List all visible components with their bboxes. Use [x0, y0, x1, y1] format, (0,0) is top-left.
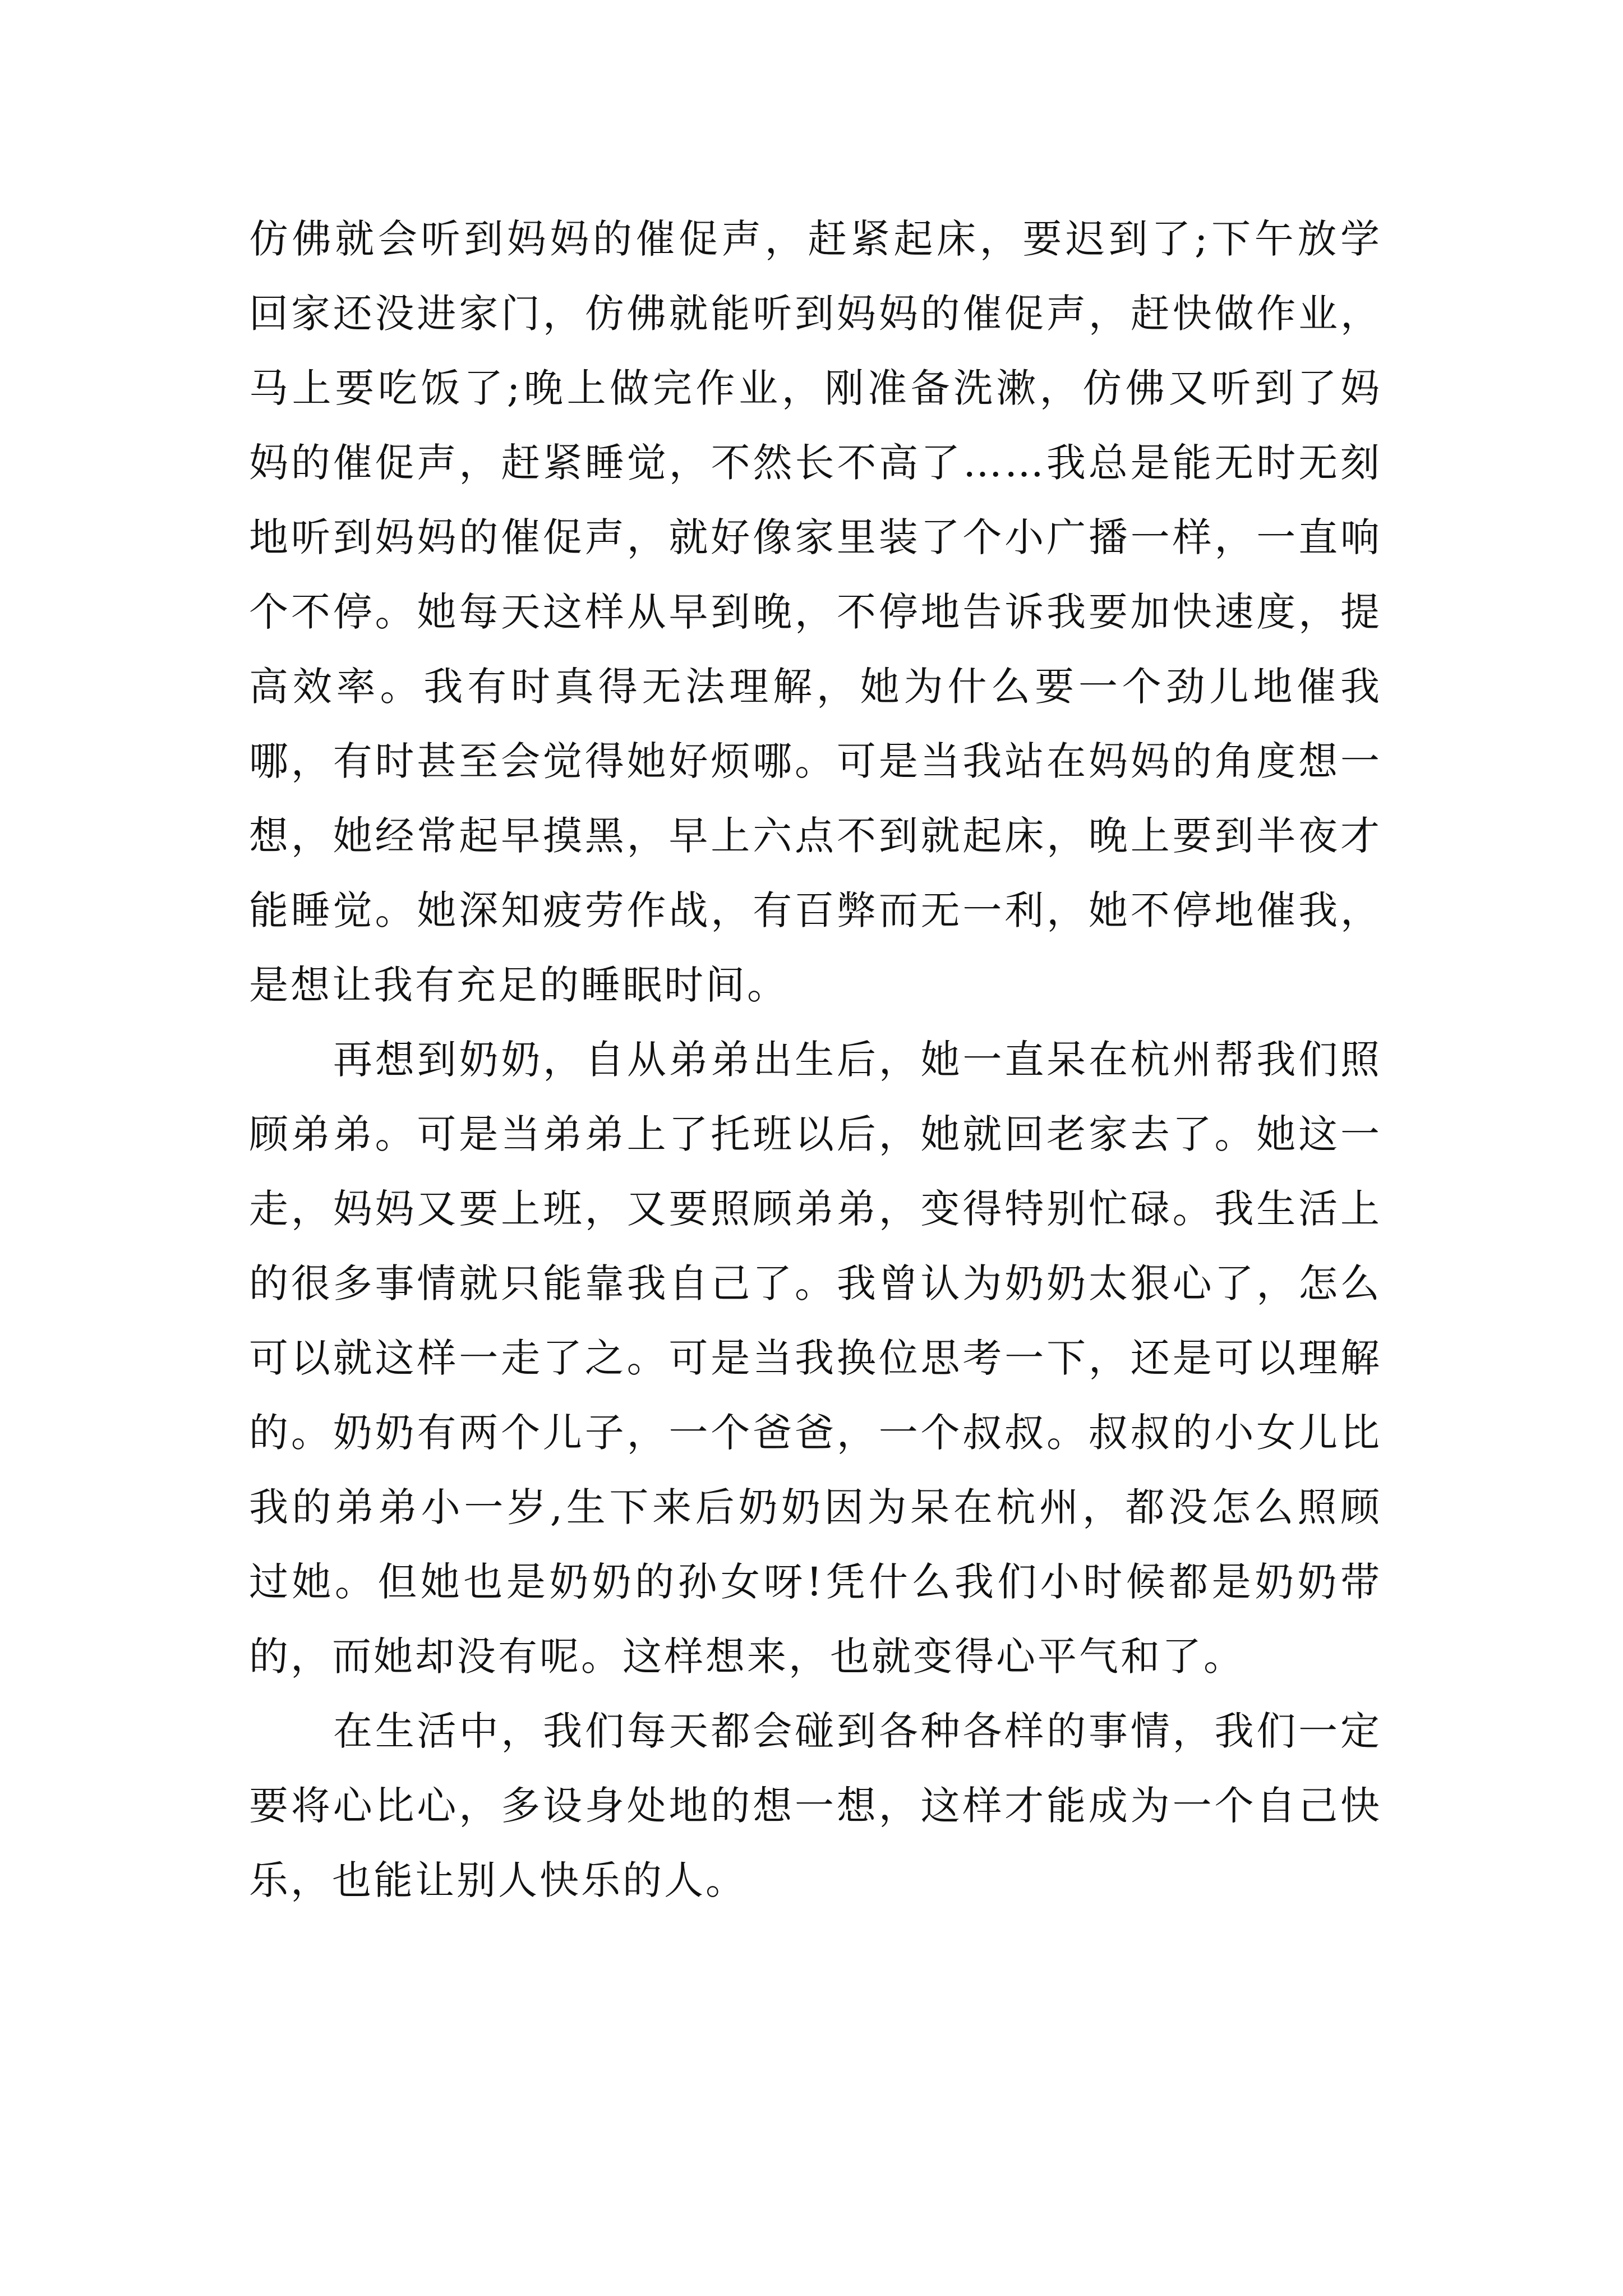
- paragraph-conclusion: 在生活中，我们每天都会碰到各种各样的事情，我们一定要将心比心，多设身处地的想一想，这样才能成为一个自己快乐，也能让别人快乐的人。: [249, 1708, 1382, 1903]
- paragraph-mother: 仿佛就会听到妈妈的催促声，赶紧起床，要迟到了;下午放学回家还没进家门，仿佛就能听到妈妈的催促声，赶快做作业，马上要吃饭了;晚上做完作业，刚准备洗漱，仿佛又听到了妈妈的催促声，赶紧睡觉，不然长不高了……我总是能无时无刻地听到妈妈的催促声，就好像家里装了个小广播一样，一直响个不停。她每天这样从早到晚，不停地告诉我要加快速度，提高效率。我有时真得无法理解，她为什么要一个劲儿地催我哪，有时甚至会觉得她好烦哪。可是当我站在妈妈的角度想一想，她经常起早摸黑，早上六点不到就起床，晚上要到半夜才能睡觉。她深知疲劳作战，有百弊而无一利，她不停地催我，是想让我有充足的睡眠时间。: [249, 216, 1382, 1008]
- essay-body: [249, 202, 1382, 1918]
- paragraph-grandmother: 再想到奶奶，自从弟弟出生后，她一直呆在杭州帮我们照顾弟弟。可是当弟弟上了托班以后，她就回老家去了。她这一走，妈妈又要上班，又要照顾弟弟，变得特别忙碌。我生活上的很多事情就只能靠我自己了。我曾认为奶奶太狠心了，怎么可以就这样一走了之。可是当我换位思考一下，还是可以理解的。奶奶有两个儿子，一个爸爸，一个叔叔。叔叔的小女儿比我的弟弟小一岁,生下来后奶奶因为呆在杭州，都没怎么照顾过她。但她也是奶奶的孙女呀!凭什么我们小时候都是奶奶带的，而她却没有呢。这样想来，也就变得心平气和了。: [249, 1037, 1382, 1680]
